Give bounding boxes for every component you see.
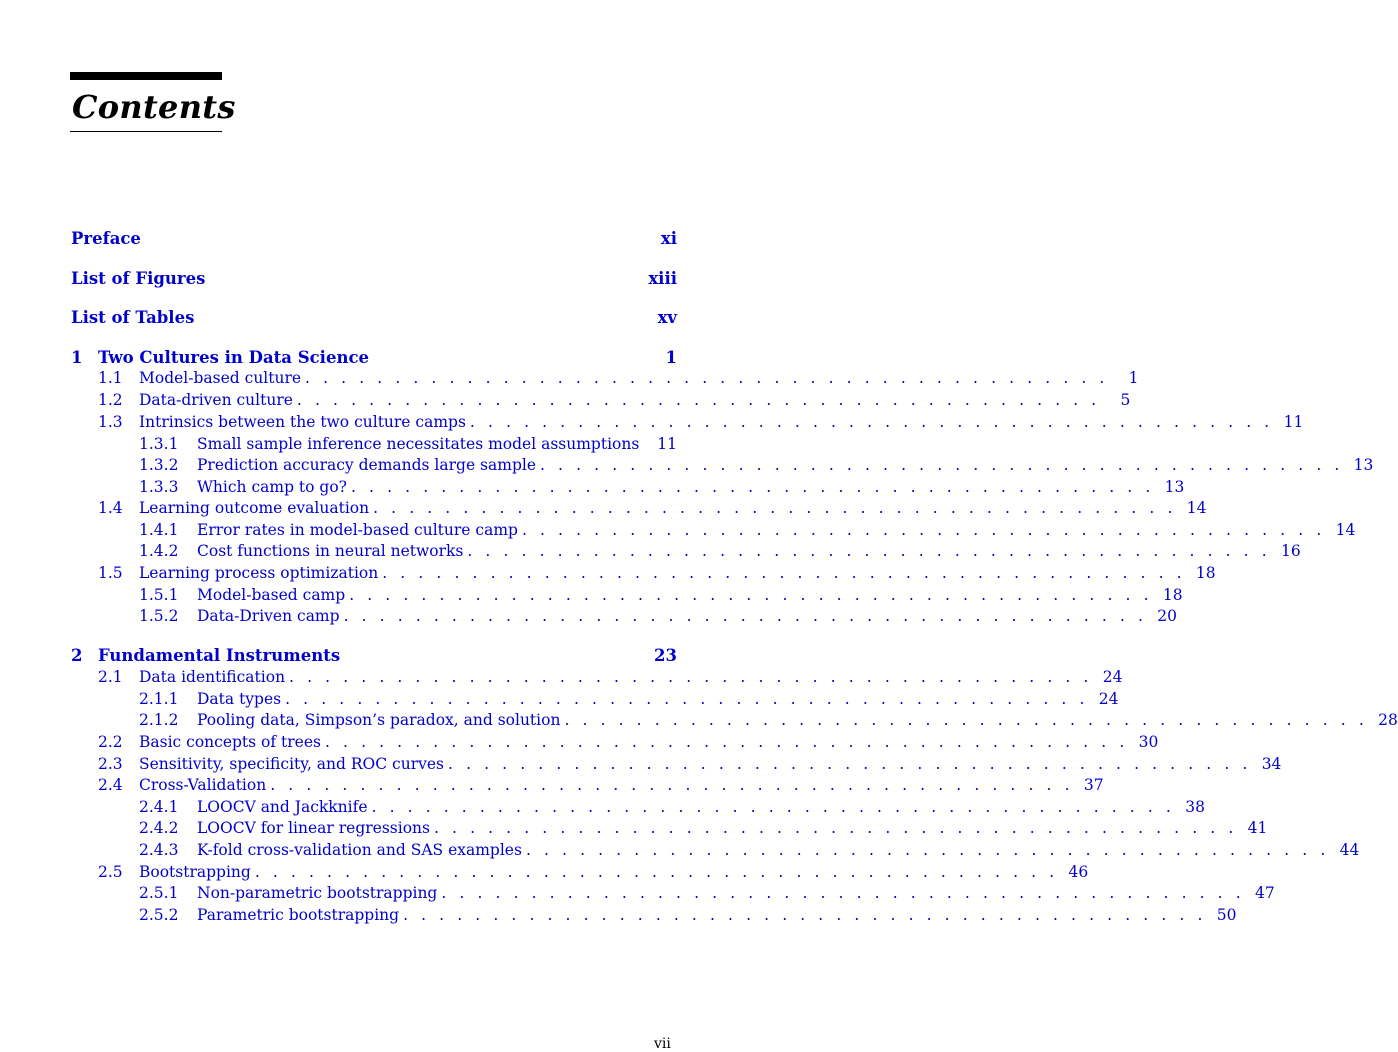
toc-leader-dots: . . . . . . . . . . . . . . . . . . . . . . . . . . . . . . . . . . . . . . . . . . . . . [371,798,1175,816]
toc-entry-number: 2.1 [98,668,123,686]
toc-subsection-2-4-3[interactable] [71,841,1360,863]
toc-entry-page: 28 [1378,711,1398,729]
toc-section-2-5[interactable] [71,863,1089,885]
toc-entry-number: 2.1.1 [139,690,179,708]
toc-subsection-2-4-1[interactable] [71,798,1205,820]
toc-leader-dots: . . . . . . . . . . . . . . . . . . . . . . . . . . . . . . . . . . . . . . . . . . . . . [324,733,1129,751]
toc-entry-title: Which camp to go? [197,478,347,496]
toc-subsection-1-3-3[interactable] [71,478,1185,500]
toc-leader-dots: . . . . . . . . . . . . . . . . . . . . . . . . . . . . . . . . . . . . . . . . . . . . . [564,711,1368,729]
toc-entry-number: 2.2 [98,733,123,751]
toc-leader-dots: . . . . . . . . . . . . . . . . . . . . . . . . . . . . . . . . . . . . . . . . . . . . . [525,841,1330,859]
toc-entry-title: Model-based culture [139,369,302,387]
toc-entry-number: 1.3 [98,413,123,431]
toc-entry-title: Small sample inference necessitates model assumptions [197,435,640,453]
toc-entry-number: 2.4.1 [139,798,179,816]
toc-leader-dots: . . . . . . . . . . . . . . . . . . . . . . . . . . . . . . . . . . . . . . . . . . . . . [448,755,1252,773]
toc-entry-title: Cost functions in neural networks [197,542,464,560]
toc-leader-dots: . . . . . . . . . . . . . . . . . . . . . . . . . . . . . . . . . . . . . . . . . . . . . [403,906,1207,924]
toc-section-1-3[interactable] [71,413,1304,435]
toc-entry-list-of-tables[interactable] [71,308,677,330]
toc-subsection-2-4-2[interactable] [71,819,1268,841]
toc-entry-title: LOOCV and Jackknife [197,798,368,816]
toc-entry-title: Intrinsics between the two culture camps [139,413,466,431]
toc-leader-dots: . . . . . . . . . . . . . . . . . . . . . . . . . . . . . . . . . . . . . . . . . . . . . [296,391,1101,409]
toc-subsection-1-4-2[interactable] [71,542,1301,564]
toc-entry-title: Non-parametric bootstrapping [197,884,438,902]
toc-entry-page: 14 [1335,521,1356,539]
toc-entry-number: 1.3.1 [139,435,179,453]
toc-leader-dots: . . . . . . . . . . . . . . . . . . . . . . . . . . . . . . . . . . . . . . . . . . . . . [382,564,1186,582]
toc-entry-number: 1.4 [98,499,123,517]
toc-entry-page: 38 [1185,798,1205,816]
toc-leader-dots: . . . . . . . . . . . . . . . . . . . . . . . . . . . . . . . . . . . . . . . . . . . . . [373,499,1177,517]
toc-entry-list-of-figures[interactable] [71,269,677,291]
toc-entry-page: 1 [665,348,677,367]
toc-entry-number: 1.2 [98,391,123,409]
toc-subsection-1-4-1[interactable] [71,521,1356,543]
toc-leader-dots: . . . . . . . . . . . . . . . . . . . . . . . . . . . . . . . . . . . . . . . . . . . . . [540,456,1344,474]
toc-entry-page: 13 [1353,456,1374,474]
toc-entry-title: Data-Driven camp [197,607,340,625]
toc-entry-number: 2.3 [98,755,123,773]
toc-entry-number: 1.4.1 [139,521,179,539]
toc-leader-dots: . . . . . . . . . . . . . . . . . . . . . . . . . . . . . . . . . . . . . . . . . . . . . [289,668,1093,686]
toc-leader-dots: . . . . . . . . . . . . . . . . . . . . . . . . . . . . . . . . . . . . . . . . . . . . . [441,884,1245,902]
toc-entry-number: 2.4.3 [139,841,179,859]
toc-entry-page: 34 [1261,755,1282,773]
toc-entry-page: 14 [1186,499,1207,517]
toc-chapter-2[interactable] [71,646,677,668]
heading-rule-bottom [70,131,222,132]
toc-subsection-2-1-1[interactable] [71,690,1119,712]
toc-subsection-2-5-1[interactable] [71,884,1275,906]
toc-entry-title: Model-based camp [197,586,346,604]
toc-entry-page: 41 [1247,819,1268,837]
toc-entry-number: 1 [71,348,83,367]
toc-leader-dots: . . . . . . . . . . . . . . . . . . . . . . . . . . . . . . . . . . . . . . . . . . . . . [350,478,1155,496]
toc-entry-page: 24 [1102,668,1123,686]
toc-entry-number: 1.4.2 [139,542,179,560]
toc-entry-number: 1.5.2 [139,607,179,625]
toc-entry-page: 11 [1283,413,1304,431]
toc-section-2-2[interactable] [71,733,1159,755]
toc-entry-title: Cross-Validation [139,776,267,794]
heading-rule-top [70,72,222,80]
toc-entry-number: 2.5.1 [139,884,179,902]
toc-entry-number: 2.4 [98,776,123,794]
toc-entry-number: 1.1 [98,369,123,387]
toc-entry-title: List of Tables [71,308,195,327]
toc-entry-title: Parametric bootstrapping [197,906,400,924]
toc-entry-page: xi [660,229,677,248]
toc-subsection-1-3-1[interactable] [71,435,677,457]
toc-entry-page: 46 [1068,863,1089,881]
toc-entry-page: 47 [1255,884,1275,902]
toc-entry-page: 30 [1138,733,1159,751]
toc-leader-dots: . . . . . . . . . . . . . . . . . . . . . . . . . . . . . . . . . . . . . . . . . . . . . [433,819,1238,837]
toc-entry-number: 2.5.2 [139,906,179,924]
toc-entry-number: 1.5.1 [139,586,179,604]
toc-entry-page: 50 [1216,906,1237,924]
toc-entry-number: 2 [71,646,83,665]
toc-entry-number: 2.4.2 [139,819,179,837]
toc-leader-dots: . . . . . . . . . . . . . . . . . . . . . . . . . . . . . . . . . . . . . . . . . . . . . [469,413,1274,431]
toc-entry-title: Preface [71,229,141,248]
toc-entry-title: Bootstrapping [139,863,251,881]
toc-leader-dots: . . . . . . . . . . . . . . . . . . . . . . . . . . . . . . . . . . . . . . . . . . . . . [270,776,1074,794]
toc-entry-title: Basic concepts of trees [139,733,321,751]
toc-section-1-5[interactable] [71,564,1216,586]
toc-entry-title: Sensitivity, specificity, and ROC curves [139,755,445,773]
toc-entry-preface[interactable] [71,229,677,251]
toc-leader-dots: . . . . . . . . . . . . . . . . . . . . . . . . . . . . . . . . . . . . . . . . . . . . . [285,690,1089,708]
toc-subsection-2-5-2[interactable] [71,906,1237,928]
toc-section-1-1[interactable] [71,369,1139,391]
toc-subsection-1-3-2[interactable] [71,456,1374,478]
toc-entry-title: Data types [197,690,282,708]
toc-entry-page: 18 [1162,586,1183,604]
toc-chapter-1[interactable] [71,348,677,370]
toc-subsection-2-1-2[interactable] [71,711,1398,733]
toc-entry-title: Two Cultures in Data Science [98,348,369,367]
page-title: Contents [72,88,236,126]
toc-entry-page: 1 [1128,369,1139,387]
toc-leader-dots: . . . . . . . . . . . . . . . . . . . . . . . . . . . . . . . . . . . . . . . . . . . . . [521,521,1326,539]
toc-leader-dots: . . . . . . . . . . . . . . . . . . . . . . . . . . . . . . . . . . . . . . . . . . . . . [305,369,1109,387]
toc-section-1-4[interactable] [71,499,1207,521]
page-number: vii [654,1036,671,1052]
toc-entry-title: Data identification [139,668,286,686]
toc-section-2-1[interactable] [71,668,1123,690]
toc-entry-page: 23 [654,646,677,665]
toc-entry-page: 37 [1083,776,1104,794]
toc-section-1-2[interactable] [71,391,1131,413]
toc-entry-title: Learning outcome evaluation [139,499,370,517]
toc-entry-title: Pooling data, Simpson’s paradox, and solution [197,711,561,729]
toc-entry-title: List of Figures [71,269,206,288]
toc-leader-dots: . . . . . . . . . . . . . . . . . . . . . . . . . . . . . . . . . . . . . . . . . . . . . [467,542,1271,560]
toc-entry-title: Data-driven culture [139,391,293,409]
toc-entry-page: xv [657,308,677,327]
toc-leader-dots: . . . . . . . . . . . . . . . . . . . . . . . . . . . . . . . . . . . . . . . . . . . . . [254,863,1059,881]
toc-entry-page: 13 [1164,478,1185,496]
toc-entry-page: 5 [1120,391,1131,409]
toc-entry-number: 2.5 [98,863,123,881]
toc-entry-page: 18 [1195,564,1216,582]
toc-section-2-3[interactable] [71,755,1282,777]
toc-entry-number: 1.3.2 [139,456,179,474]
toc-entry-page: 16 [1281,542,1301,560]
toc-entry-page: 24 [1098,690,1119,708]
toc-entry-title: LOOCV for linear regressions [197,819,430,837]
toc-subsection-1-5-2[interactable] [71,607,1177,629]
toc-leader-dots: . . . . . . . . . . . . . . . . . . . . . . . . . . . . . . . . . . . . . . . . . . . . . [349,586,1153,604]
toc-entry-title: Learning process optimization [139,564,379,582]
toc-subsection-1-5-1[interactable] [71,586,1183,608]
toc-entry-number: 1.5 [98,564,123,582]
toc-entry-title: Error rates in model-based culture camp [197,521,518,539]
toc-entry-page: 44 [1339,841,1360,859]
toc-entry-number: 1.3.3 [139,478,179,496]
toc-entry-title: Prediction accuracy demands large sample [197,456,536,474]
toc-entry-page: 11 [657,435,677,453]
toc-section-2-4[interactable] [71,776,1104,798]
toc-entry-title: K-fold cross-validation and SAS examples [197,841,522,859]
toc-entry-page: xiii [648,269,677,288]
toc-entry-page: 20 [1157,607,1177,625]
toc-leader-dots: . . . . . . . . . . . . . . . . . . . . . . . . . . . . . . . . . . . . . . . . . . . . . [343,607,1147,625]
toc-entry-title: Fundamental Instruments [98,646,341,665]
toc-entry-number: 2.1.2 [139,711,179,729]
